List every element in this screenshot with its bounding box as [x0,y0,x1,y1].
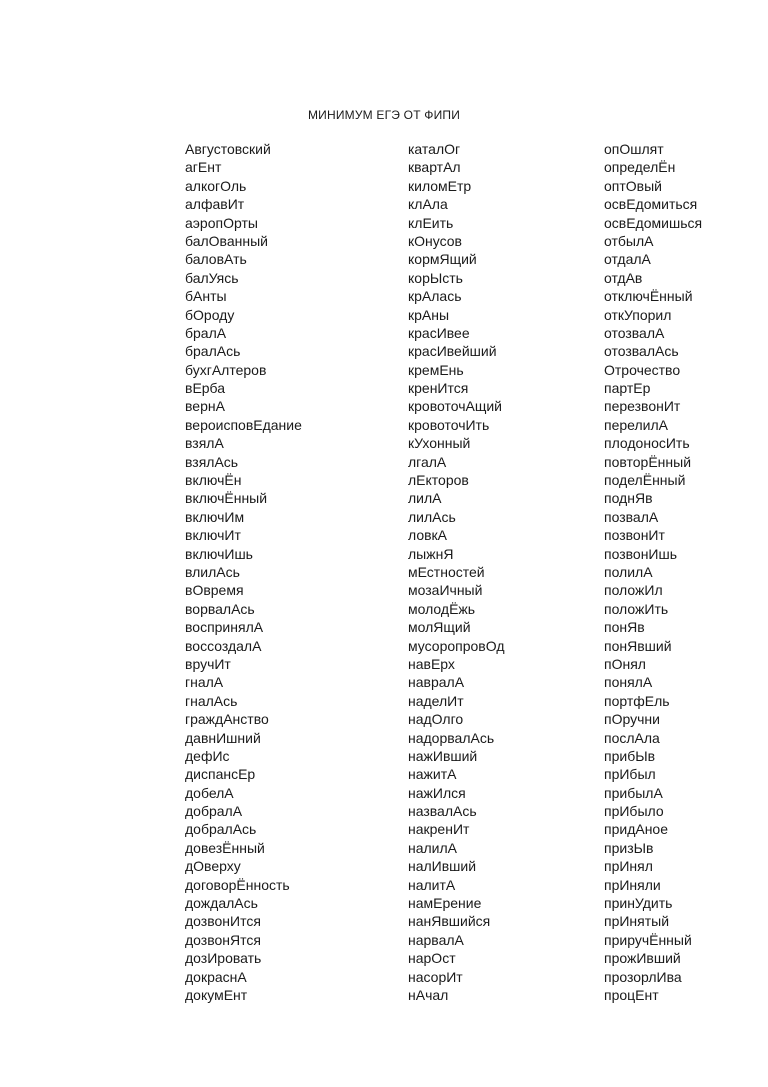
word-item: позвалА [604,508,659,525]
word-item: нарвалА [408,931,464,948]
word-item: давнИшний [185,729,261,746]
word-item: плодоносИть [604,435,690,452]
word-item: откУпорил [604,306,672,323]
word-item: назвалАсь [408,803,477,820]
word-item: нарОст [408,950,456,967]
word-item: освЕдомишься [604,214,703,231]
word-item: лгалА [408,453,447,470]
word-item: мусоропровОд [408,637,505,654]
word-item: освЕдомиться [604,196,698,213]
word-item: отбылА [604,232,654,249]
word-item: понЯв [604,619,645,636]
word-item: перелилА [604,416,668,433]
word-item: кормЯщий [408,251,477,268]
word-item: докумЕнт [185,986,248,1003]
word-item: включЁнный [185,490,268,507]
word-item: воспринялА [185,619,264,636]
word-item: крАлась [408,288,462,305]
word-item: красИвее [408,324,470,341]
word-item: кУхонный [408,435,471,452]
word-item: докраснА [185,968,247,985]
word-item: дОверху [185,858,241,875]
word-item: принУдить [604,895,673,912]
word-item: отозвалАсь [604,343,679,360]
word-item: клАла [408,196,448,213]
word-item: отдалА [604,251,651,268]
page-title: МИНИМУМ ЕГЭ ОТ ФИПИ [307,108,461,122]
word-item: поднЯв [604,490,653,507]
word-item: дефИс [185,747,230,764]
word-item: гналАсь [185,692,238,709]
word-item: нажитА [408,766,457,783]
word-item: вЕрба [185,380,226,397]
word-item: лилАсь [408,508,456,525]
word-item: нАчал [408,986,449,1003]
word-item: лилА [408,490,442,507]
word-item: балУясь [185,269,239,286]
word-item: мЕстностей [408,563,485,580]
word-item: прибылА [604,784,663,801]
word-item: вероисповЕдание [185,416,302,433]
word-item: определЁн [604,159,676,176]
word-item: опОшлят [604,141,664,157]
word-item: кровоточАщий [408,398,502,415]
word-item: вернА [185,398,225,415]
word-item: прИняли [604,876,661,893]
word-item: нажИвший [408,747,478,764]
word-item: каталОг [408,141,461,157]
word-item: прожИвший [604,950,681,967]
word-item: призЫв [604,839,654,856]
word-item: накренИт [408,821,470,838]
word-item: алфавИт [185,196,245,213]
word-item: прИбыло [604,803,664,820]
word-item: процЕнт [604,986,659,1003]
word-item: отдАв [604,269,643,286]
word-item: портфЕль [604,692,670,709]
word-item: прИнятый [604,913,670,930]
word-item: баловАть [185,251,247,268]
word-item: Августовский [185,141,271,157]
word-item: молЯщий [408,619,471,636]
word-item: вОвремя [185,582,244,599]
word-item: прибЫв [604,747,656,764]
word-item: ворвалАсь [185,600,255,617]
word-item: пОручни [604,711,660,728]
word-item: клЕить [408,214,454,231]
word-column-1 [185,140,302,1004]
word-item: прИнял [604,858,653,875]
word-item: вручИт [185,655,231,672]
word-item: включИт [185,527,241,544]
word-item: намЕрение [408,895,482,912]
word-item: добралАсь [185,821,257,838]
word-item: Отрочество [604,361,681,378]
word-item: понЯвший [604,637,672,654]
word-item: позвонИшь [604,545,678,562]
word-column-3 [604,140,702,1004]
word-item: влилАсь [185,563,240,580]
word-item: бралАсь [185,343,241,360]
word-item: граждАнство [185,711,269,728]
word-item: полилА [604,563,653,580]
word-item: отключЁнный [604,288,693,305]
word-item: бралА [185,324,227,341]
word-item: нанЯвшийся [408,913,491,930]
word-item: агЕнт [185,159,222,176]
word-item: позвонИт [604,527,665,544]
word-item: диспансЕр [185,766,256,783]
word-item: взялА [185,435,224,452]
word-item: навЕрх [408,655,455,672]
word-item: придАное [604,821,668,838]
word-item: налилА [408,839,458,856]
word-item: кремЕнь [408,361,464,378]
word-item: надОлго [408,711,464,728]
word-item: перезвонИт [604,398,681,415]
word-item: гналА [185,674,224,691]
word-item: партЕр [604,380,651,397]
word-item: лыжнЯ [408,545,454,562]
word-item: договорЁнность [185,876,290,893]
word-item: добралА [185,803,243,820]
word-item: квартАл [408,159,461,176]
word-item: включИм [185,508,245,525]
word-item: отозвалА [604,324,665,341]
word-item: прозорлИва [604,968,682,985]
word-item: взялАсь [185,453,239,470]
word-item: насорИт [408,968,463,985]
word-item: поделЁнный [604,472,686,489]
word-item: корЫсть [408,269,463,286]
word-item: бухгАлтеров [185,361,267,378]
word-item: мозаИчный [408,582,483,599]
word-item: прИбыл [604,766,656,783]
word-item: надорвалАсь [408,729,495,746]
word-item: аэропОрты [185,214,258,231]
word-item: лЕкторов [408,472,469,489]
word-item: приручЁнный [604,931,692,948]
word-item: кровоточИть [408,416,490,433]
word-item: кОнусов [408,232,462,249]
word-item: навралА [408,674,465,691]
word-item: балОванный [185,232,268,249]
word-item: включЁн [185,472,242,489]
word-item: дозвонЯтся [185,931,261,948]
word-item: киломЕтр [408,177,472,194]
word-item: красИвейший [408,343,497,360]
word-item: дождалАсь [185,895,258,912]
word-item: оптОвый [604,177,662,194]
word-item: налитА [408,876,456,893]
word-item: повторЁнный [604,453,692,470]
word-item: положИть [604,600,669,617]
word-item: молодЁжь [408,600,476,617]
word-item: дозвонИтся [185,913,261,930]
word-item: крАны [408,306,450,323]
word-item: довезЁнный [185,839,265,856]
word-item: алкогОль [185,177,247,194]
word-item: бАнты [185,288,227,305]
word-item: кренИтся [408,380,469,397]
word-item: ловкА [408,527,448,544]
word-item: нажИлся [408,784,466,801]
word-item: добелА [185,784,234,801]
word-item: воссоздалА [185,637,262,654]
word-item: налИвший [408,858,477,875]
word-item: послАла [604,729,660,746]
word-item: наделИт [408,692,464,709]
word-item: дозИровать [185,950,262,967]
word-item: понялА [604,674,653,691]
word-item: положИл [604,582,663,599]
word-item: включИшь [185,545,253,562]
word-item: бОроду [185,306,235,323]
word-item: пОнял [604,655,646,672]
word-column-2 [408,140,504,1004]
